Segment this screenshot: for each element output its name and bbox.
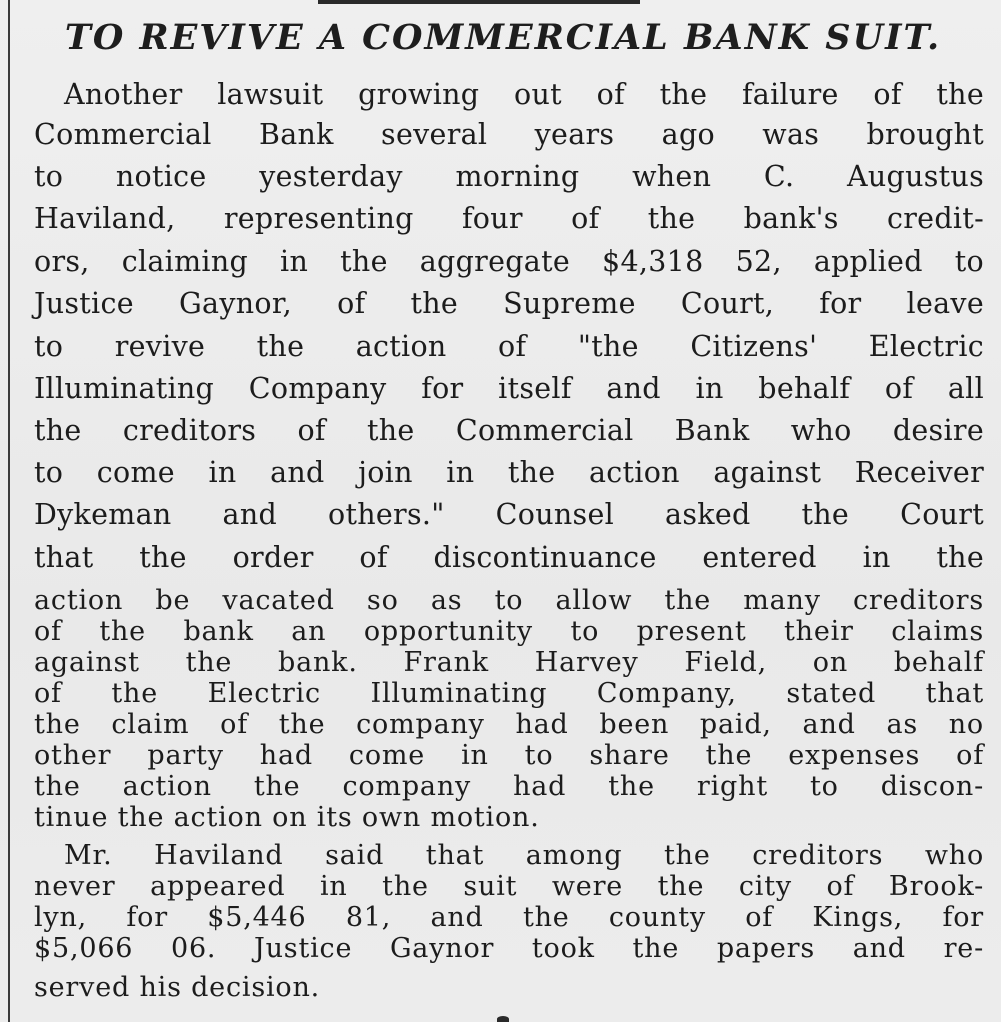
article-line: to notice yesterday morning when C. Augustus [34,160,984,193]
article-line: ors, claiming in the aggregate $4,318 52, applied to [34,245,984,278]
article-line: the creditors of the Commercial Bank who desire [34,414,984,447]
article-line: to come in and join in the action against Receiver [34,456,984,489]
article-line: to revive the action of "the Citizens' Electric [34,330,984,363]
article-line: lyn, for $5,446 81, and the county of Kings, for [34,902,984,933]
article-line: $5,066 06. Justice Gaynor took the papers and re- [34,933,984,964]
article-line: never appeared in the suit were the city of Brook- [34,871,984,902]
column-rule [8,0,10,1022]
article-line: action be vacated so as to allow the many creditors [34,585,984,616]
article-line: against the bank. Frank Harvey Field, on behalf [34,647,984,678]
article-line: Illuminating Company for itself and in behalf of all [34,372,984,405]
article-line: Mr. Haviland said that among the creditors who [64,840,984,871]
article-line: other party had come in to share the expenses of [34,740,984,771]
article-line: that the order of discontinuance entered in the [34,541,984,574]
article-line: served his decision. [34,972,321,1003]
top-rule-fragment [318,0,640,4]
bottom-rule-fragment [497,1016,509,1022]
article-line: Justice Gaynor, of the Supreme Court, for leave [34,287,984,320]
article-line: Commercial Bank several years ago was brought [34,118,984,151]
article-line: the claim of the company had been paid, and as no [34,709,984,740]
article-line: the action the company had the right to discon- [34,771,984,802]
article-line: Another lawsuit growing out of the failure of the [64,78,984,111]
article-headline: TO REVIVE A COMMERCIAL BANK SUIT. [64,17,942,58]
article-line: of the bank an opportunity to present their claims [34,616,984,647]
article-line: Dykeman and others." Counsel asked the Court [34,498,984,531]
article-line: tinue the action on its own motion. [34,802,540,833]
article-line: Haviland, representing four of the bank's credit- [34,202,984,235]
article-line: of the Electric Illuminating Company, stated that [34,678,984,709]
